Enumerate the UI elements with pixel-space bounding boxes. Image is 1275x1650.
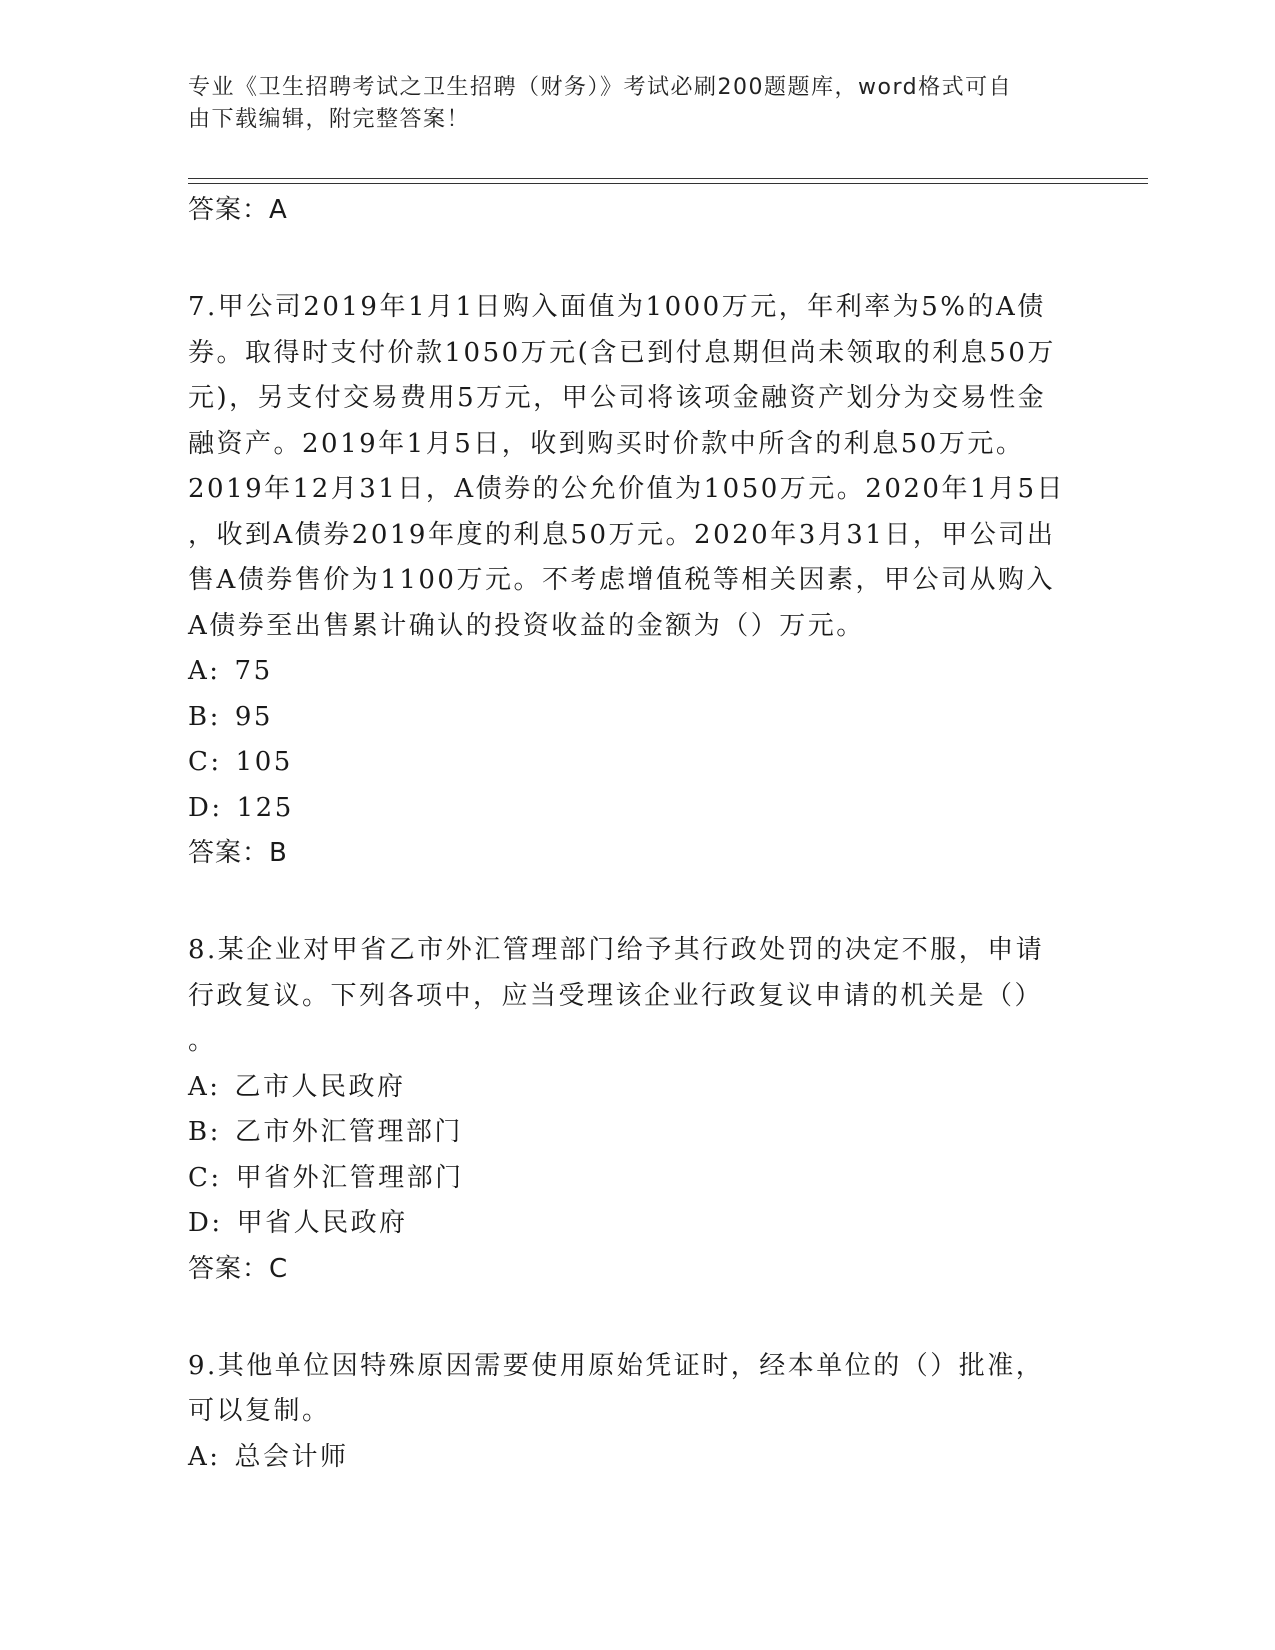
option-c bbox=[188, 740, 1088, 786]
option-key: B: bbox=[188, 1117, 221, 1147]
answer-line: 答案：B bbox=[188, 838, 288, 868]
stem-line: 9.其他单位因特殊原因需要使用原始凭证时，经本单位的（）批准， bbox=[188, 1350, 1045, 1381]
question-stem bbox=[188, 285, 1088, 649]
header-divider-bottom bbox=[188, 183, 1148, 184]
option-b bbox=[188, 1110, 1088, 1156]
option-key: A: bbox=[188, 1441, 221, 1472]
stem-line: 2019年12月31日，A债券的公允价值为1050万元。2020年1月5日 bbox=[188, 474, 1066, 504]
option-list bbox=[188, 1435, 1088, 1481]
question-7 bbox=[188, 285, 1088, 876]
question-8 bbox=[188, 928, 1088, 1292]
option-a bbox=[188, 1435, 1088, 1481]
option-key: A: bbox=[188, 1071, 221, 1102]
option-text: 乙市外汇管理部门 bbox=[234, 1117, 463, 1147]
question-stem bbox=[188, 928, 1088, 1065]
stem-line: 售A债券售价为1100万元。不考虑增值税等相关因素，甲公司从购入 bbox=[188, 565, 1055, 595]
option-text: 105 bbox=[235, 747, 293, 777]
option-key: D: bbox=[188, 792, 223, 823]
header-line-1: 专业《卫生招聘考试之卫生招聘（财务）》考试必刷200题题库，word格式可自 bbox=[188, 75, 1013, 100]
option-key: A: bbox=[188, 656, 221, 686]
stem-line: 可以复制。 bbox=[188, 1396, 331, 1426]
option-a bbox=[188, 649, 1088, 695]
answer-line: 答案：C bbox=[188, 1253, 289, 1284]
option-c bbox=[188, 1156, 1088, 1202]
header-line-2: 由下载编辑，附完整答案！ bbox=[188, 107, 471, 132]
option-b bbox=[188, 695, 1088, 741]
option-key: D: bbox=[188, 1208, 223, 1238]
stem-line: A债券至出售累计确认的投资收益的金额为（）万元。 bbox=[188, 610, 865, 641]
option-key: C: bbox=[188, 1162, 222, 1193]
stem-line: 元)，另支付交易费用5万元，甲公司将该项金融资产划分为交易性金 bbox=[188, 383, 1047, 413]
option-text: 75 bbox=[234, 656, 273, 686]
option-a bbox=[188, 1065, 1088, 1111]
previous-answer: 答案：A bbox=[188, 195, 288, 225]
stem-line: 行政复议。下列各项中，应当受理该企业行政复议申请的机关是（） bbox=[188, 980, 1044, 1011]
option-text: 95 bbox=[234, 701, 273, 732]
question-9 bbox=[188, 1344, 1088, 1481]
document-header bbox=[188, 72, 1068, 136]
stem-line: 券。取得时支付价款1050万元(含已到付息期但尚未领取的利息50万 bbox=[188, 337, 1056, 368]
option-d bbox=[188, 1201, 1088, 1247]
option-list bbox=[188, 1065, 1088, 1247]
question-stem bbox=[188, 1344, 1088, 1435]
option-text: 总会计师 bbox=[234, 1441, 349, 1472]
option-key: C: bbox=[188, 747, 222, 777]
option-text: 乙市人民政府 bbox=[234, 1071, 406, 1102]
document-body bbox=[188, 188, 1088, 1480]
stem-line: 。 bbox=[188, 1026, 217, 1056]
header-divider-top bbox=[188, 178, 1148, 179]
option-text: 甲省外汇管理部门 bbox=[235, 1162, 464, 1193]
option-text: 125 bbox=[236, 792, 294, 823]
stem-line: ，收到A债券2019年度的利息50万元。2020年3月31日，甲公司出 bbox=[188, 519, 1056, 550]
stem-line: 7.甲公司2019年1月1日购入面值为1000万元，年利率为5%的A债 bbox=[188, 292, 1046, 322]
option-key: B: bbox=[188, 701, 221, 732]
stem-line: 融资产。2019年1月5日，收到购买时价款中所含的利息50万元。 bbox=[188, 428, 1025, 459]
option-d bbox=[188, 786, 1088, 832]
option-list bbox=[188, 649, 1088, 831]
option-text: 甲省人民政府 bbox=[236, 1208, 408, 1238]
stem-line: 8.某企业对甲省乙市外汇管理部门给予其行政处罚的决定不服，申请 bbox=[188, 935, 1045, 965]
